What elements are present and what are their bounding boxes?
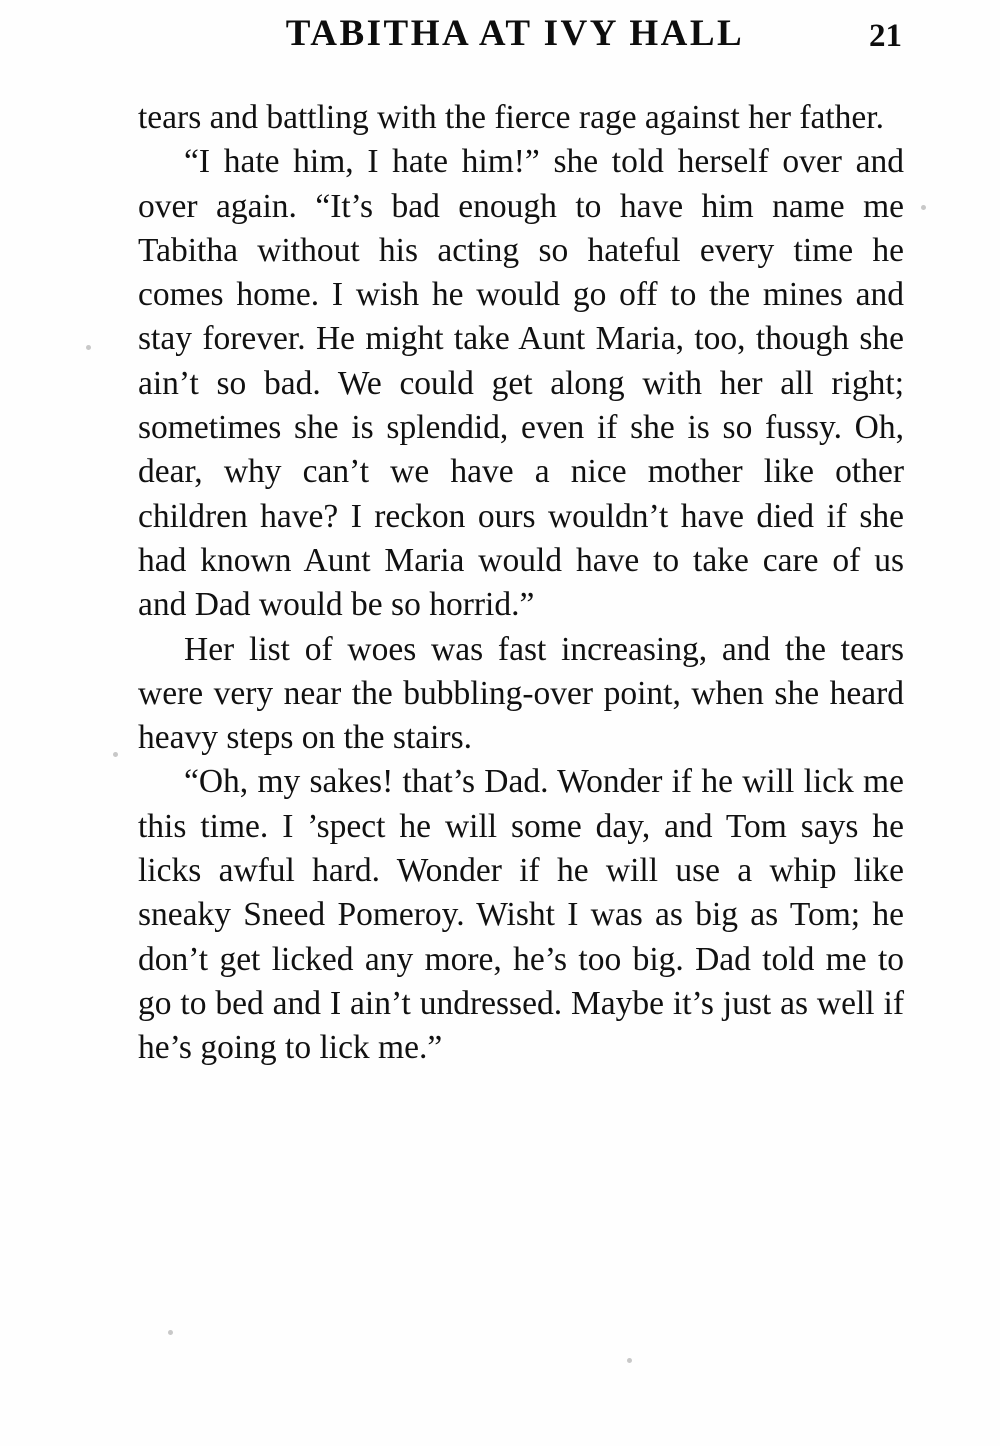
paragraph: “Oh, my sakes! that’s Dad. Wonder if he will lick me this time. I ’spect he will some day, and Tom says he licks awful hard. Wonder if he will use a whip like sneaky Sneed Pomeroy. Wisht I was as big as Tom; he don’t get licked any more, he’s too big. Dad told me to go to bed and I ain’t undressed. Maybe it’s just as well if he’s going to lick me.” (138, 763, 904, 1067)
running-head (130, 12, 900, 60)
paragraph: “I hate him, I hate him!” she told herself over and over again. “It’s bad enough to have him name me Tabitha without his acting so hateful every time he comes home. I wish he would go off to the mines and stay forever. He might take Aunt Maria, too, though she ain’t so bad. We could get along with her all right; sometimes she is splendid, even if she is so fussy. Oh, dear, why can’t we have a nice mother like other children have? I reckon ours wouldn’t have died if she had known Aunt Maria would have to take care of us and Dad would be so horrid.” (138, 143, 904, 624)
running-head-title: TABITHA AT IVY HALL (285, 13, 745, 54)
print-speck (168, 1330, 173, 1335)
print-speck (113, 752, 118, 757)
print-speck (627, 1358, 632, 1363)
page-number: 21 (869, 18, 902, 54)
print-speck (921, 205, 926, 210)
paragraph: Her list of woes was fast increasing, and the tears were very near the bubbling-over point, when she heard heavy steps on the stairs. (138, 630, 904, 757)
paragraph: tears and battling with the fierce rage against her father. (138, 99, 884, 136)
body-text (138, 96, 904, 1071)
print-speck (86, 345, 91, 350)
